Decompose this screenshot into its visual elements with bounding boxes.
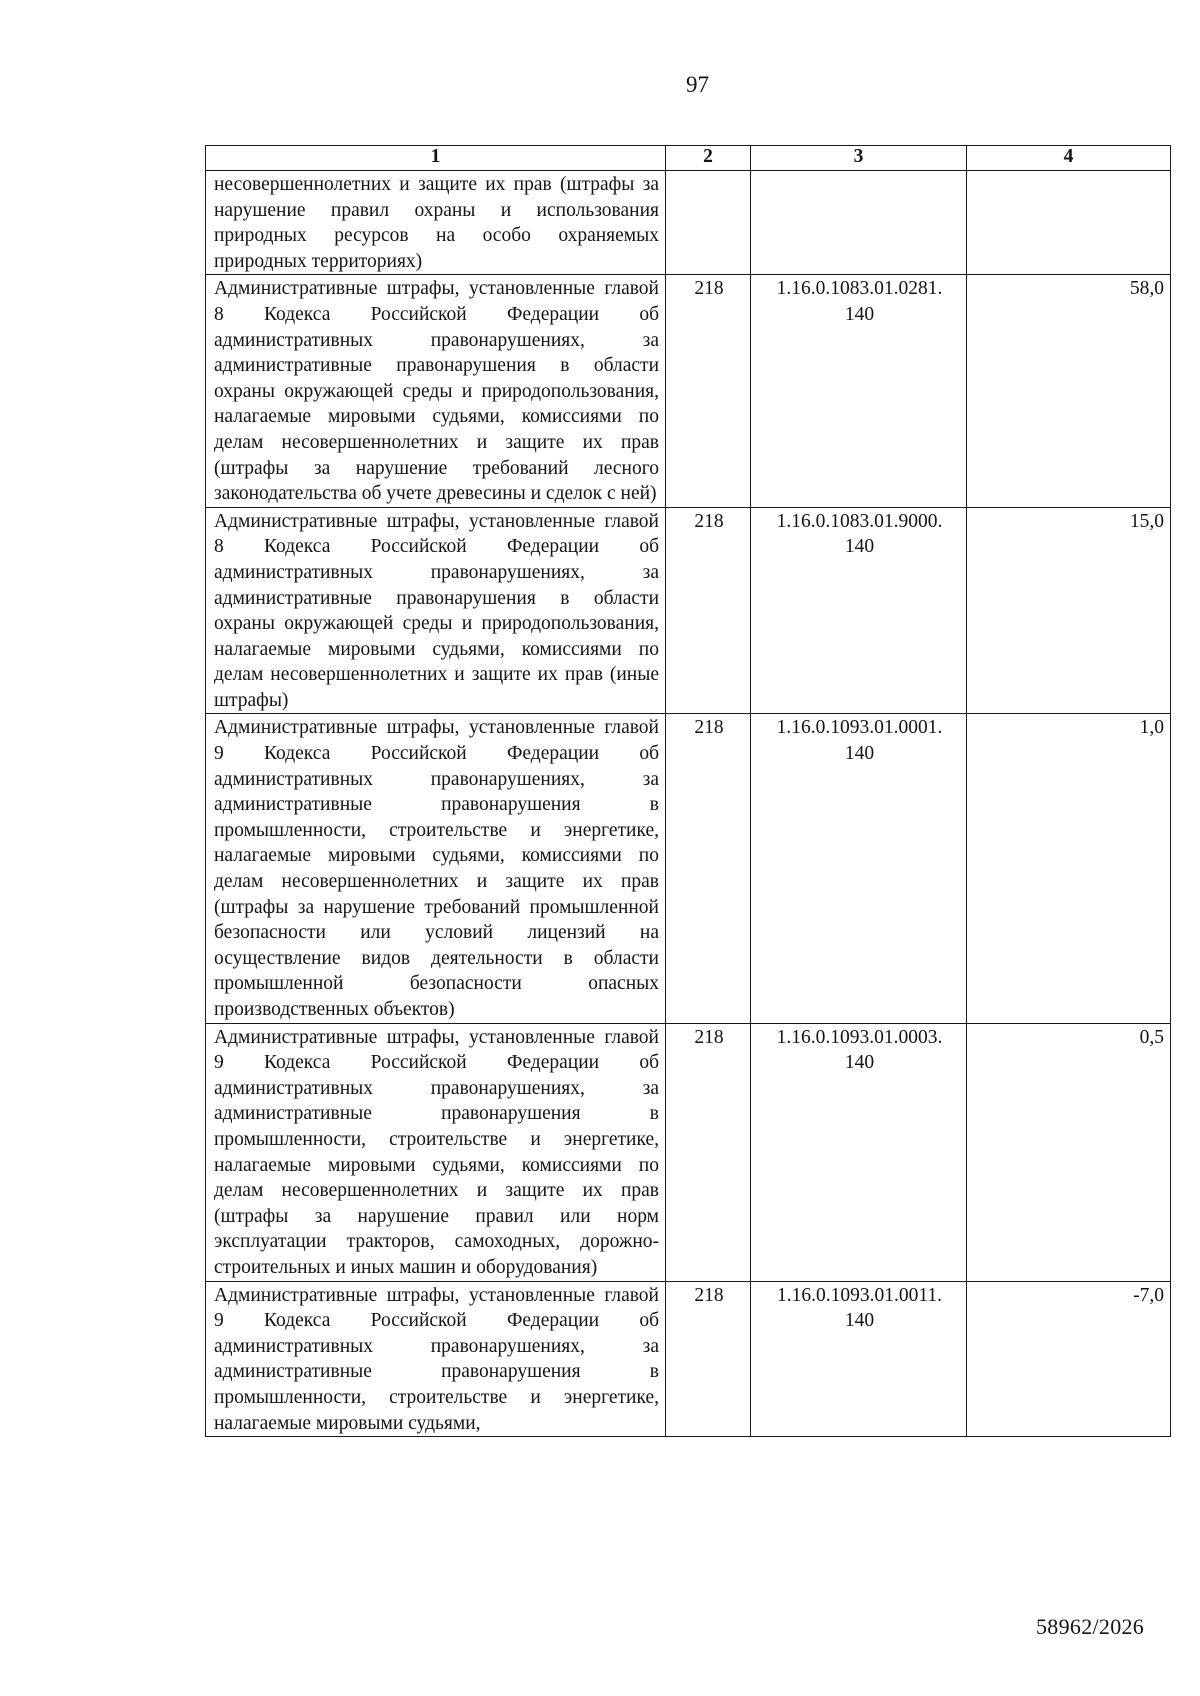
row-budget-code [751, 714, 967, 1023]
budget-table [205, 145, 1171, 1437]
row-budget-code [751, 171, 967, 275]
table-row [206, 1281, 1171, 1437]
budget-code-line-2: 140 [844, 536, 875, 558]
row-description: Административные штрафы, установленные главой 9 Кодекса Российской Федерации об административных правонарушениях, за административные правонарушения в промышленности, строительстве и энергетике, налагаемые мировыми судьями, [206, 1281, 666, 1437]
table-row [206, 1023, 1171, 1281]
budget-code-line-1: 1.16.0.1093.01.0011. [776, 1284, 943, 1306]
row-amount [967, 171, 1171, 275]
document-number: 58962/2026 [1036, 1614, 1145, 1639]
budget-code-line-2: 140 [844, 1052, 875, 1074]
table-row [206, 714, 1171, 1023]
row-description: Административные штрафы, установленные главой 9 Кодекса Российской Федерации об административных правонарушениях, за административные правонарушения в промышленности, строительстве и энергетике, налагаемые мировыми судьями, комиссиями по делам несовершеннолетних и защите их прав (штрафы за нарушение правил или норм эксплуатации тракторов, самоходных, дорожно-строительных и иных машин и оборудования) [206, 1023, 666, 1281]
budget-code-line-1: 1.16.0.1083.01.0281. [776, 278, 943, 300]
budget-code-line-1: 1.16.0.1093.01.0001. [776, 717, 943, 739]
row-budget-code [751, 1023, 967, 1281]
row-budget-code [751, 1281, 967, 1437]
row-description: Административные штрафы, установленные главой 9 Кодекса Российской Федерации об административных правонарушениях, за административные правонарушения в промышленности, строительстве и энергетике, налагаемые мировыми судьями, комиссиями по делам несовершеннолетних и защите их прав (штрафы за нарушение требований промышленной безопасности или условий лицензий на осуществление видов деятельности в области промышленной безопасности опасных производственных объектов) [206, 714, 666, 1023]
row-amount: 15,0 [967, 507, 1171, 714]
column-header-2: 2 [666, 146, 751, 171]
row-description: Административные штрафы, установленные главой 8 Кодекса Российской Федерации об административных правонарушениях, за административные правонарушения в области охраны окружающей среды и природопользования, налагаемые мировыми судьями, комиссиями по делам несовершеннолетних и защите их прав (иные штрафы) [206, 507, 666, 714]
row-amount: 58,0 [967, 275, 1171, 507]
row-description: несовершеннолетних и защите их прав (штрафы за нарушение правил охраны и использования природных ресурсов на особо охраняемых природных территориях) [206, 171, 666, 275]
row-amount: 0,5 [967, 1023, 1171, 1281]
row-admin-code: 218 [666, 275, 751, 507]
page-number: 97 [686, 72, 709, 97]
table-row [206, 507, 1171, 714]
budget-code-line-2: 140 [844, 743, 875, 765]
row-admin-code: 218 [666, 1281, 751, 1437]
row-amount: 1,0 [967, 714, 1171, 1023]
table-row [206, 275, 1171, 507]
budget-code-line-2: 140 [844, 303, 875, 325]
budget-code-line-1: 1.16.0.1093.01.0003. [776, 1026, 943, 1048]
row-amount: -7,0 [967, 1281, 1171, 1437]
header-row [206, 146, 1171, 171]
column-header-1: 1 [206, 146, 666, 171]
row-admin-code: 218 [666, 507, 751, 714]
row-description: Административные штрафы, установленные главой 8 Кодекса Российской Федерации об административных правонарушениях, за административные правонарушения в области охраны окружающей среды и природопользования, налагаемые мировыми судьями, комиссиями по делам несовершеннолетних и защите их прав (штрафы за нарушение требований лесного законодательства об учете древесины и сделок с ней) [206, 275, 666, 507]
column-header-4: 4 [967, 146, 1171, 171]
row-budget-code [751, 275, 967, 507]
column-header-3: 3 [751, 146, 967, 171]
budget-code-line-1: 1.16.0.1083.01.9000. [776, 510, 943, 532]
row-admin-code: 218 [666, 714, 751, 1023]
row-admin-code: 218 [666, 1023, 751, 1281]
row-admin-code [666, 171, 751, 275]
table-row [206, 171, 1171, 275]
row-budget-code [751, 507, 967, 714]
budget-code-line-2: 140 [844, 1310, 875, 1332]
